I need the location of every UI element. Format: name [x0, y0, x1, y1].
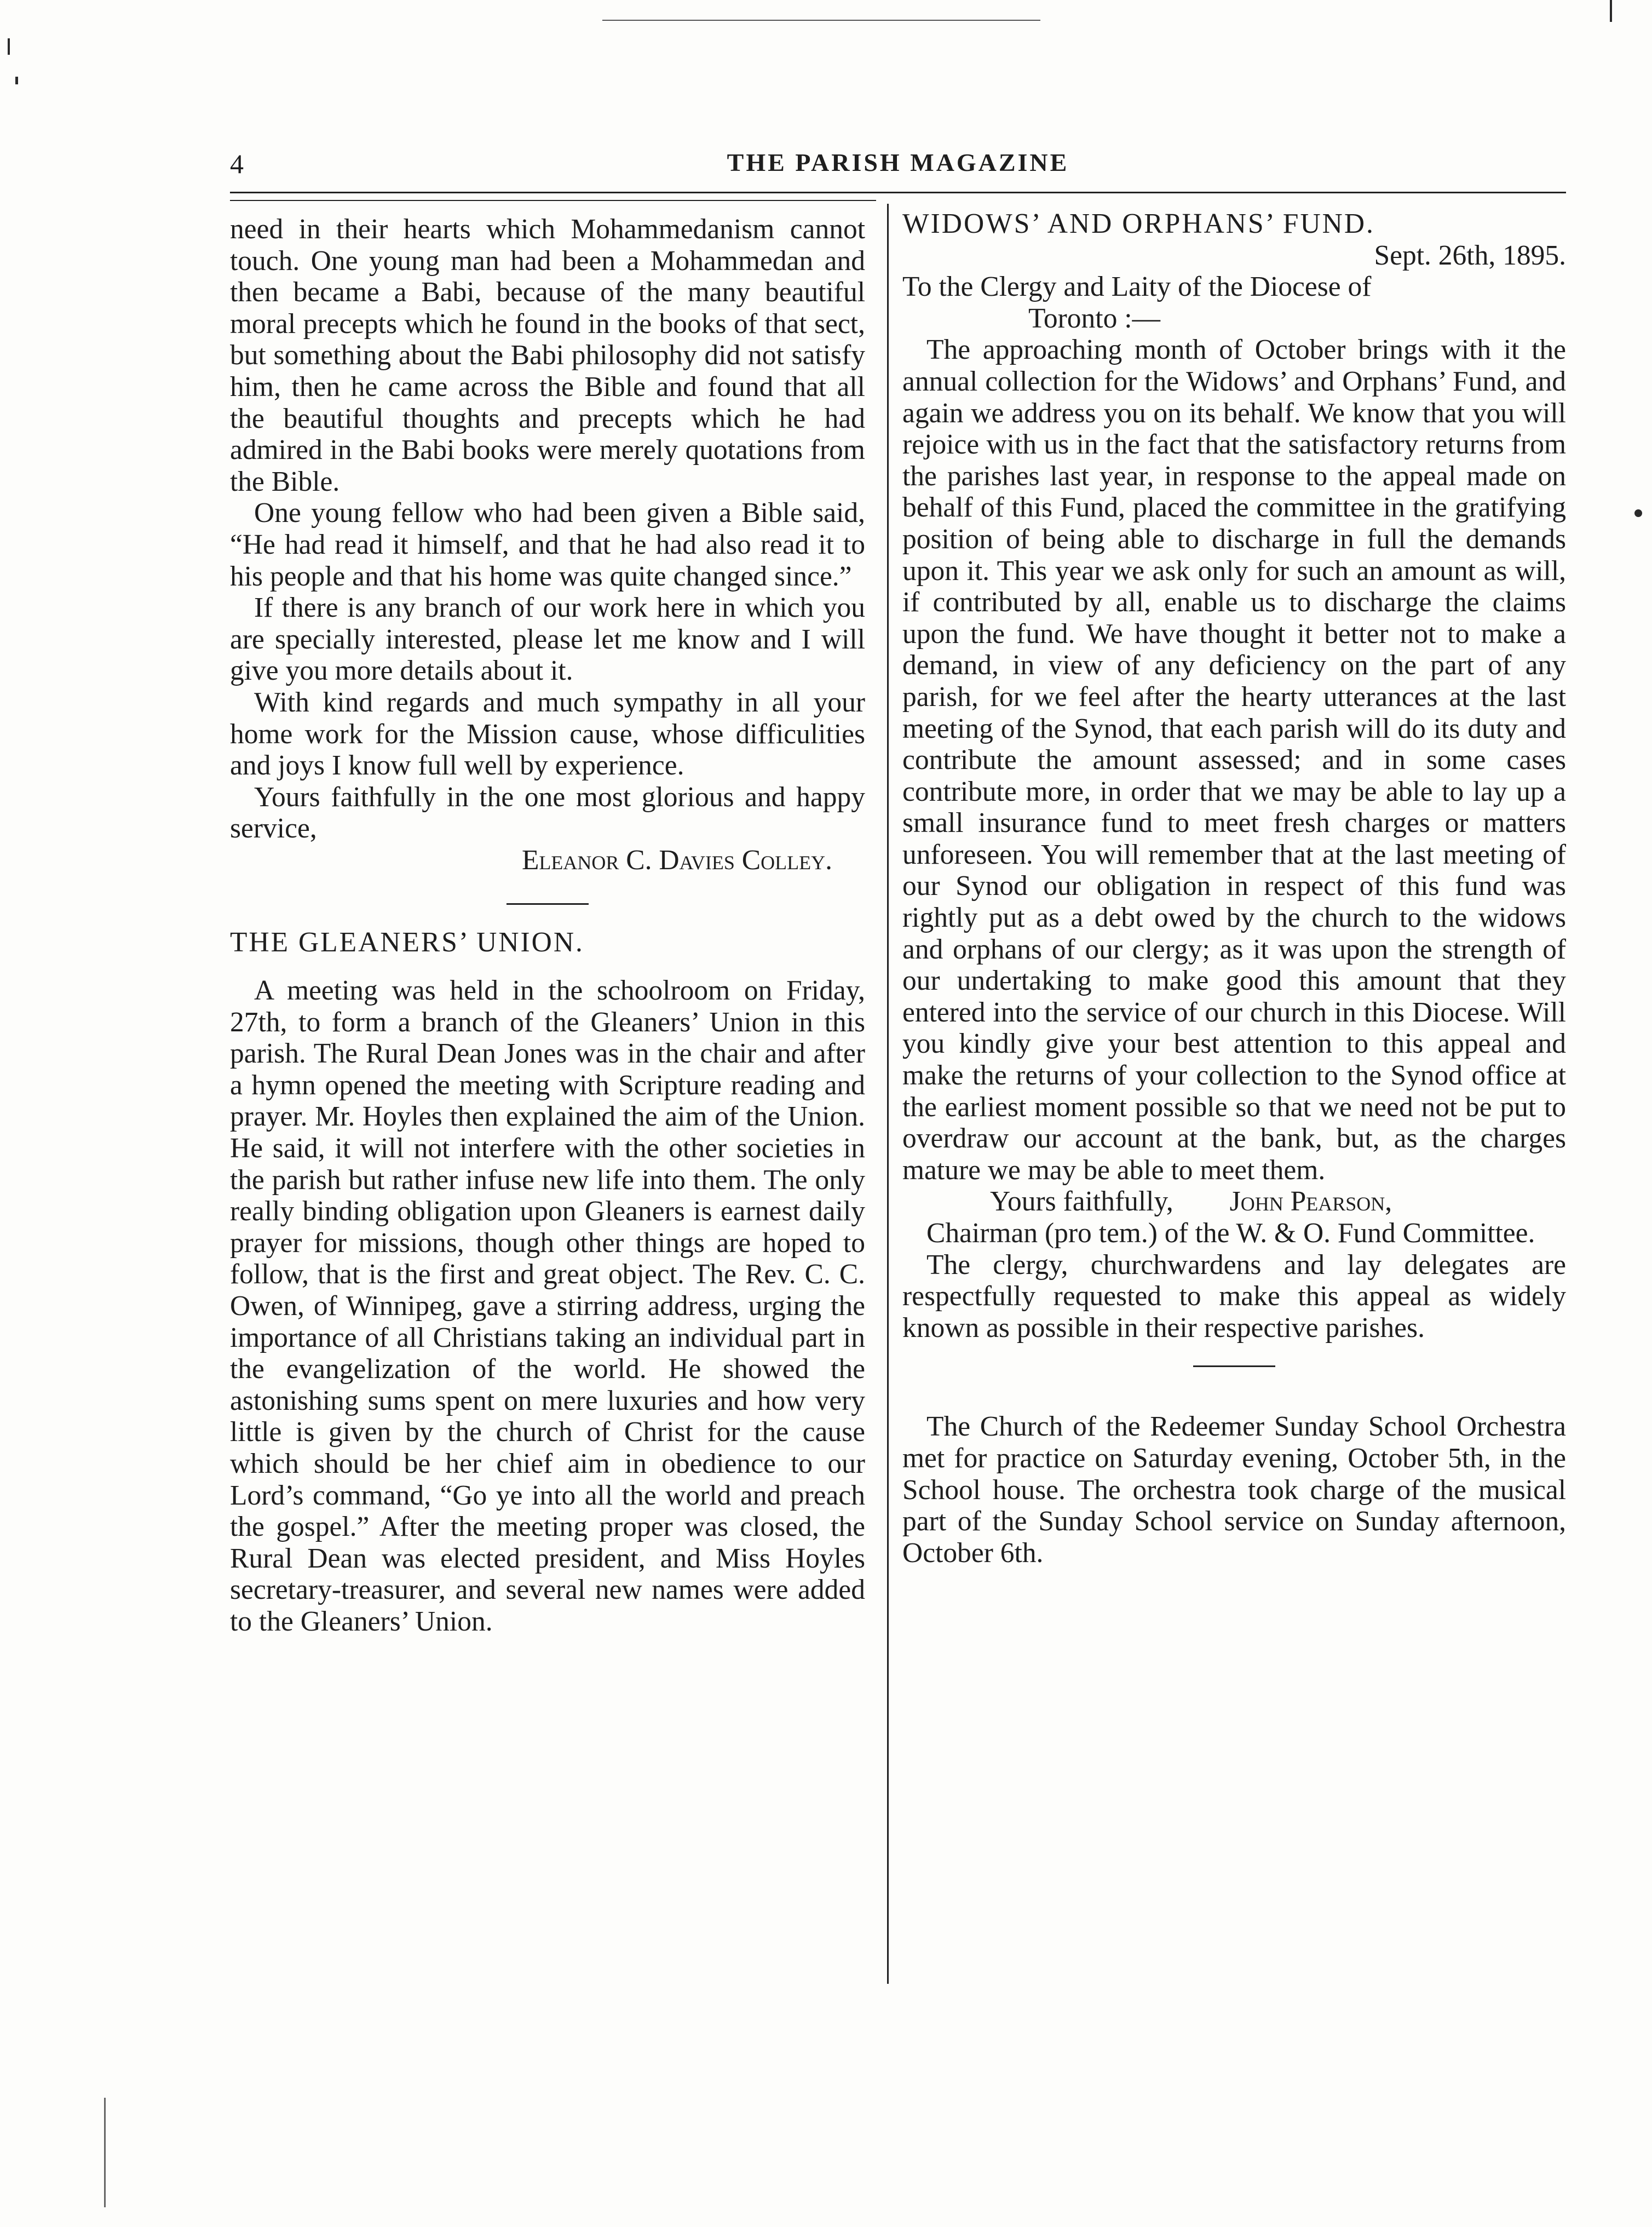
letter-signature: Eleanor C. Davies Colley. — [521, 844, 832, 876]
paragraph: need in their hearts which Mohammedanism cannot touch. One young man had been a Mohammedan and then became a Babi, because of the many beautiful moral precepts which he found in the books of that sect, but something about the Babi philosophy did not satisfy him, then he came across the Bible and found that all the beautiful thoughts and precepts which he had admired in the Babi books were merely quotations from the Bible. — [230, 214, 865, 497]
header-rule-left-double — [230, 200, 876, 201]
paragraph: Yours faithfully in the one most glorious and happy service, — [230, 781, 865, 845]
letter-signatory: John Pearson, — [1229, 1186, 1392, 1218]
letter-closing — [902, 1186, 1566, 1218]
scan-edge-mark — [1634, 509, 1642, 517]
header-rule — [230, 192, 1566, 193]
salutation: To the Clergy and Laity of the Diocese of — [902, 271, 1372, 303]
paragraph: The clergy, churchwardens and lay delegates are respectfully requested to make this appeal as widely known as possible in their respective parishes. — [902, 1249, 1566, 1344]
paragraph: The approaching month of October brings with it the annual collection for the Widows’ and Orphans’ Fund, and again we address you on its behalf. We know that you will rejoice with us in the fact that the satisfactory returns from the parishes last year, in response to the appeal made on behalf of this Fund, placed the committee in the gratifying position of being able to discharge in full the demands upon it. This year we ask only for such an amount as will, if contributed by all, enable us to discharge the claims upon the fund. We have thought it better not to make a demand, in view of any deficiency on the part of any parish, for we feel after the hearty utterances at the last meeting of the Synod, that each parish will do its duty and contribute the amount assessed; and in some cases contribute more, in order that we may be able to lay up a small insurance fund to meet fresh charges or matters unforeseen. You will remember that at the last meeting of our Synod our obligation in respect of this fund was rightly put as a debt owed by the church to the widows and orphans of our clergy; as it was upon the strength of our undertaking to make good this amount that they entered into the service of our church in this Diocese. Will you kindly give your best attention to this appeal and make the returns of your collection to the Synod office at the earliest moment possible so that we need not be put to overdraw our account at the bank, but, as the charges mature we may be able to meet them. — [902, 334, 1566, 1186]
paragraph: If there is any branch of our work here in which you are specially interested, please let me know and I will give you more details about it. — [230, 592, 865, 687]
right-column — [902, 208, 1566, 1569]
paragraph: The Church of the Redeemer Sunday School Orchestra met for practice on Saturday evening, October 5th, in the School house. The orchestra took charge of the musical part of the Sunday School service on Sunday afternoon, October 6th. — [902, 1411, 1566, 1569]
section-title: THE GLEANERS’ UNION. — [230, 927, 584, 958]
closing-phrase: Yours faithfully, — [990, 1186, 1173, 1218]
running-title: THE PARISH MAGAZINE — [727, 148, 1069, 176]
page-number: 4 — [230, 148, 244, 179]
scan-edge-mark — [15, 77, 18, 84]
column-divider — [887, 204, 889, 1984]
scan-edge-mark — [1610, 0, 1612, 22]
signatory-title: Chairman (pro tem.) of the W. & O. Fund Committee. — [926, 1218, 1535, 1249]
scan-edge-mark — [104, 2098, 106, 2207]
left-column — [230, 214, 865, 1638]
paragraph: A meeting was held in the schoolroom on Friday, 27th, to form a branch of the Gleaners’ Union in this parish. The Rural Dean Jones was in the chair and after a hymn opened the meeting with Scripture reading and prayer. Mr. Hoyles then explained the aim of the Union. He said, it will not interfere with the other societies in the parish but rather infuse new life into them. The only really binding obligation upon Gleaners is earnest daily prayer for missions, though other things are hoped to follow, that is the first and great object. The Rev. C. C. Owen, of Winnipeg, gave a stirring address, urging the importance of all Christians taking an individual part in the evangelization of the world. He showed the astonishing sums spent on mere luxuries and how very little is given by the church of Christ for the cause which should be her chief aim in obedience to our Lord’s command, “Go ye into all the world and preach the gospel.” After the meeting proper was closed, the Rural Dean was elected president, and Miss Hoyles secretary-treasurer, and several new names were added to the Gleaners’ Union. — [230, 975, 865, 1637]
page-header — [230, 148, 1566, 181]
paragraph: With kind regards and much sympathy in all your home work for the Mission cause, whose difficulities and joys I know full well by experience. — [230, 686, 865, 782]
scan-edge-mark — [8, 38, 10, 55]
section-title: WIDOWS’ AND ORPHANS’ FUND. — [902, 208, 1375, 239]
paragraph: One young fellow who had been given a Bible said, “He had read it himself, and that he had also read it to his people and that his home was quite changed since.” — [230, 497, 865, 592]
salutation: Toronto :— — [1028, 302, 1161, 334]
dateline: Sept. 26th, 1895. — [1374, 239, 1566, 271]
scan-top-rule — [602, 20, 1040, 21]
